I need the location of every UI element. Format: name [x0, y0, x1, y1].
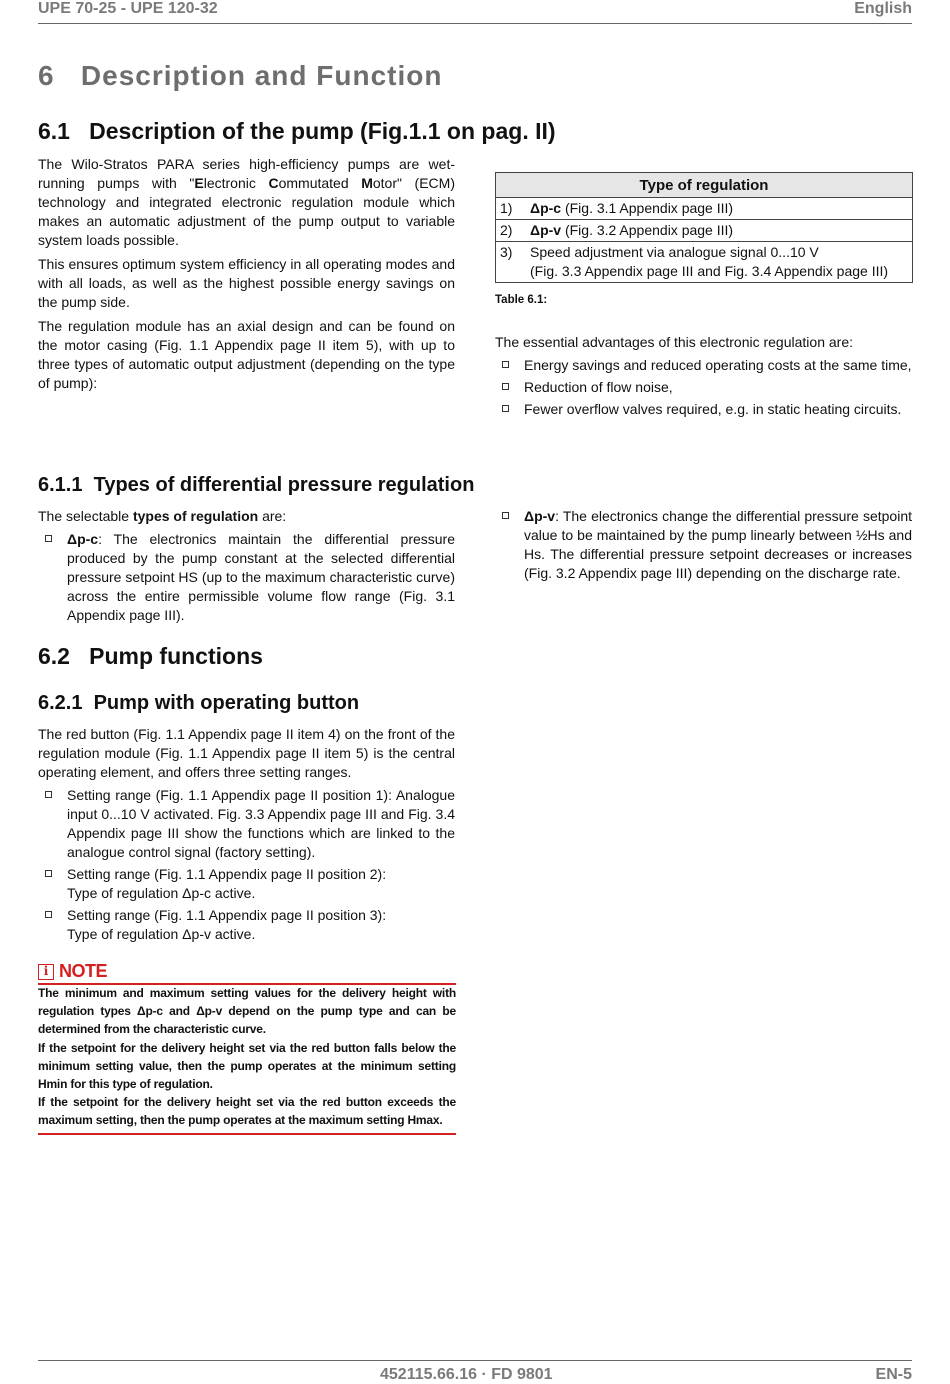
bullet-square-icon [45, 535, 52, 542]
table-row: 3) Speed adjustment via analogue signal 0...10 V (Fig. 3.3 Appendix page III and Fig. 3.4 Appendix page III) [496, 242, 913, 283]
list-item: Fewer overflow valves required, e.g. in static heating circuits. [495, 400, 912, 419]
note-paragraph-1: The minimum and maximum setting values for the delivery height with regulation types Δp-c and Δp-v depend on the pump type and can be determined from the characteristic curve. [38, 986, 456, 1037]
paragraph-intro: The Wilo-Stratos PARA series high-efficiency pumps are wet-running pumps with "Electronic Commutated Motor" (ECM) technology and integrated electronic regulation module which makes an automatic adjustment of the pump output to variable system loads possible. [38, 156, 455, 248]
note-header [38, 962, 456, 985]
bullet-square-icon [45, 911, 52, 918]
paragraph-efficiency: This ensures optimum system efficiency in all operating modes and with all loads, as well as the highest possible energy savings on the pump side. [38, 256, 455, 310]
header-rule [38, 23, 912, 24]
regulation-types-list-right [495, 507, 912, 583]
paragraph-module: The regulation module has an axial design and can be found on the motor casing (Fig. 1.1 Appendix page II item 5), with up to three types of automatic output adjustment (depending on the type of pump): [38, 318, 455, 391]
bullet-square-icon [502, 383, 509, 390]
advantages-intro: The essential advantages of this electronic regulation are: [495, 334, 853, 350]
header-model: UPE 70-25 - UPE 120-32 [38, 0, 218, 17]
bullet-square-icon [502, 361, 509, 368]
list-item: Setting range (Fig. 1.1 Appendix page II position 2): Type of regulation Δp-c active. [38, 865, 455, 903]
info-icon: i [38, 964, 54, 980]
list-item: Δp-v: The electronics change the differential pressure setpoint value to be maintained by the pump linearly between ½Hs and Hs. The differential pressure setpoint decreases or increases (Fig. 3.2 Appendix page III) depending on the discharge rate. [495, 507, 912, 583]
bullet-square-icon [502, 512, 509, 519]
footer-rule [38, 1360, 912, 1361]
operating-button-intro: The red button (Fig. 1.1 Appendix page II item 4) on the front of the regulation module (Fig. 1.1 Appendix page II item 5) is the central operating element, and offers three setting ranges. [38, 726, 455, 780]
header-language: English [854, 0, 912, 17]
list-item: Energy savings and reduced operating costs at the same time, [495, 356, 912, 375]
footer-page-number: EN-5 [875, 1366, 912, 1383]
bullet-square-icon [502, 405, 509, 412]
setting-ranges-list [38, 786, 455, 944]
section-6-1-1-left [38, 507, 455, 628]
table-header: Type of regulation [496, 173, 913, 198]
section-6-1-1-heading: 6.1.1 Types of differential pressure regulation [38, 474, 475, 496]
advantages-list [495, 356, 912, 419]
bullet-square-icon [45, 870, 52, 877]
section-6-2-1-body [38, 725, 455, 947]
section-6-1-1-right [495, 507, 912, 586]
table-caption: Table 6.1: [495, 294, 548, 306]
note-body [38, 984, 456, 1135]
list-item: Reduction of flow noise, [495, 378, 912, 397]
regulation-table [495, 172, 913, 283]
regulation-types-intro: The selectable types of regulation are: [38, 508, 287, 524]
note-label: NOTE [59, 961, 108, 981]
footer-document-code: 452115.66.16 · FD 9801 [380, 1366, 553, 1383]
section-6-1-body [38, 155, 455, 393]
page-title: 6 Description and Function [38, 60, 443, 91]
note-paragraph-3: If the setpoint for the delivery height set via the red button exceeds the maximum setting, then the pump operates at the maximum setting Hmax. [38, 1095, 456, 1128]
list-item: Δp-c: The electronics maintain the differential pressure produced by the pump constant at the selected differential pressure setpoint HS (up to the maximum characteristic curve) across the entire permissible volume flow range (Fig. 3.1 Appendix page III). [38, 530, 455, 625]
regulation-types-list-left [38, 530, 455, 625]
section-6-2-1-heading: 6.2.1 Pump with operating button [38, 692, 360, 714]
table-row: 1) Δp-c (Fig. 3.1 Appendix page III) [496, 198, 913, 220]
table-row: 2) Δp-v (Fig. 3.2 Appendix page III) [496, 220, 913, 242]
list-item: Setting range (Fig. 1.1 Appendix page II position 3): Type of regulation Δp-v active. [38, 906, 455, 944]
bullet-square-icon [45, 791, 52, 798]
section-6-2-heading: 6.2 Pump functions [38, 643, 263, 669]
regulation-table-wrap [495, 172, 913, 283]
section-6-1-heading: 6.1 Description of the pump (Fig.1.1 on pag. II) [38, 118, 556, 144]
advantages-block [495, 333, 912, 422]
note-paragraph-2: If the setpoint for the delivery height set via the red button falls below the minimum setting value, then the pump operates at the minimum setting Hmin for this type of regulation. [38, 1040, 456, 1092]
list-item: Setting range (Fig. 1.1 Appendix page II position 1): Analogue input 0...10 V activated. Fig. 3.3 Appendix page III and Fig. 3.4 Appendix page III show the functions which are linked to the analogue control signal (factory setting). [38, 786, 455, 862]
